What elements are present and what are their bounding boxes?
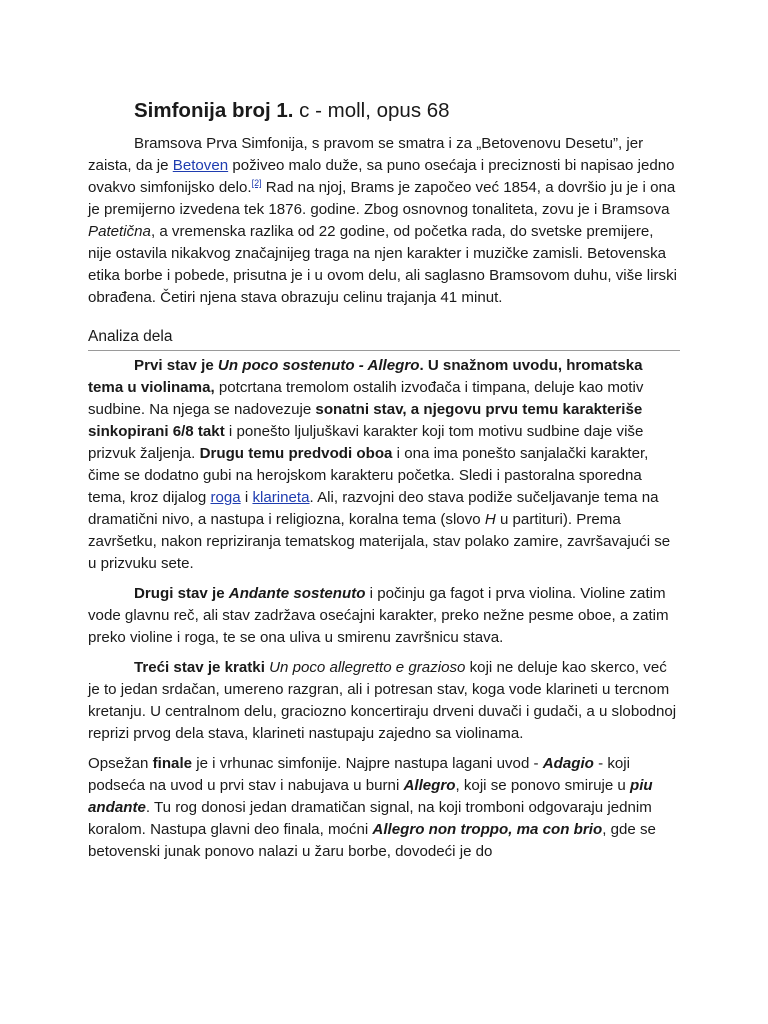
p4-text-3: - koji podseća na uvod u prvi stav i nabujava u burni (88, 755, 630, 794)
p1-text-3: i ona ima ponešto sanjalački karakter, čime se dodatno gubi na herojskom karakteru početka. Sledi i pastoralna sporedna tema, kroz dijalog (88, 445, 649, 506)
link-betoven[interactable]: Betoven (172, 157, 229, 174)
intro-text-2: poživeo malo duže, sa puno osećaja i preciznosti bi napisao jedno ovakvo simfonijsko delo. (88, 157, 675, 196)
p1-text-5: . Ali, razvojni deo stava podiže sučeljavanje tema na dramatični nivo, a nastupa i religiozna, koralna tema (slovo (88, 489, 659, 528)
p2-bold-1: Drugi stav je (134, 585, 229, 602)
intro-text-1: Bramsova Prva Simfonija, s pravom se smatra i za „Betovenovu Desetu”, jer zaista, da je (88, 135, 644, 174)
intro-text-3: Rad na njoj, Brams je započeo već 1854, a dovršio ju je i ona je premijerno izvedena tek 1876. godine. Zbog osnovnog tonaliteta, zovu je i Bramsova (88, 179, 676, 218)
pateticna-italic: Patetična (88, 223, 151, 240)
paragraph-third-movement (88, 657, 680, 745)
p1-italic-h: H (484, 511, 496, 528)
p3-italic-1: Un poco allegretto e grazioso (269, 659, 466, 676)
p4-bold-italic-1: Adagio (542, 755, 594, 772)
reference-link[interactable]: [2] (251, 177, 262, 188)
p1-bold-1: Prvi stav je (134, 357, 218, 374)
link-klarineta[interactable]: klarineta (252, 489, 310, 506)
p4-bold-italic-3: piu andante (88, 777, 653, 816)
p3-text-1: koji ne deluje kao skerco, već je to jedan srdačan, umereno razgran, ali i potresan stav, koga vode klarineti u tercnom kretanju. U centralnom delu, graciozno koncertiraju drveni duvači i gudači, a u slobodnoj reprizi prvog dela stava, klarineti nastupaju zajedno sa violinama. (88, 659, 677, 742)
p1-bold-italic-1: Un poco sostenuto - Allegro (217, 357, 420, 374)
p1-bold-2: . U snažnom uvodu, hromatska tema u violinama, (88, 357, 643, 396)
p1-bold-4: Drugu temu predvodi oboa (199, 445, 393, 462)
p1-text-1: potcrtana tremolom ostalih izvođača i timpana, deluje kao motiv sudbine. Na njega se nadovezuje (88, 379, 644, 418)
p4-bold-italic-2: Allegro (403, 777, 456, 794)
p4-bold-italic-4: Allegro non troppo, ma con brio (372, 821, 603, 838)
p3-bold-1: Treći stav je kratki (134, 659, 270, 676)
p4-text-2: je i vrhunac simfonije. Najpre nastupa lagani uvod - (192, 755, 543, 772)
p4-text-5: . Tu rog donosi jedan dramatičan signal, na koji tromboni odgovaraju jednim koralom. Nastupa glavni deo finala, moćni (88, 799, 652, 838)
p2-bold-italic-1: Andante sostenuto (228, 585, 366, 602)
p4-bold-1: finale (152, 755, 193, 772)
p4-text-4: , koji se ponovo smiruje u (455, 777, 630, 794)
p4-text-6: , gde se betovenski junak ponovo nalazi u žaru borbe, dovodeći je do (88, 821, 656, 860)
title-rest: c - moll, opus 68 (293, 99, 450, 122)
p1-text-6: u partituri). Prema završetku, nakon repriziranja tematskog materijala, stav polako zamire, završavajući se u prizvuku sete. (88, 511, 671, 572)
paragraph-second-movement (88, 583, 680, 649)
p4-text-1: Opsežan (88, 755, 153, 772)
link-roga[interactable]: roga (210, 489, 241, 506)
p1-text-2: i ponešto ljuljuškavi karakter koji tom motivu sudbine daje više prizvuk žaljenja. (88, 423, 644, 462)
paragraph-finale (88, 753, 680, 863)
p1-text-4: i (240, 489, 253, 506)
title-bold: Simfonija broj 1. (134, 99, 294, 122)
page-title (134, 97, 680, 125)
intro-paragraph (88, 133, 680, 309)
intro-text-4: , a vremenska razlika od 22 godine, od početka rada, do svetske premijere, nije ostavila nikakvog značajnijeg traga na njen karakter i muzičke zamisli. Betovenska etika borbe i pobede, prisutna je i u ovom delu, ali saglasno Bramsovom duhu, više lirski obrađena. Četiri njena stava obrazuju celinu trajanja 41 minut. (88, 223, 677, 306)
p2-text-1: i počinju ga fagot i prva violina. Violine zatim vode glavnu reč, ali stav zadržava osećajni karakter, preko nežne pesme oboe, a zatim preko violine i roga, te se ona uliva u smirenu završnicu stava. (88, 585, 669, 646)
section-heading: Analiza dela (88, 325, 680, 351)
paragraph-first-movement (88, 355, 680, 575)
reference-2[interactable] (252, 178, 262, 188)
p1-bold-3: sonatni stav, a njegovu prvu temu karakteriše sinkopirani 6/8 takt (88, 401, 643, 440)
